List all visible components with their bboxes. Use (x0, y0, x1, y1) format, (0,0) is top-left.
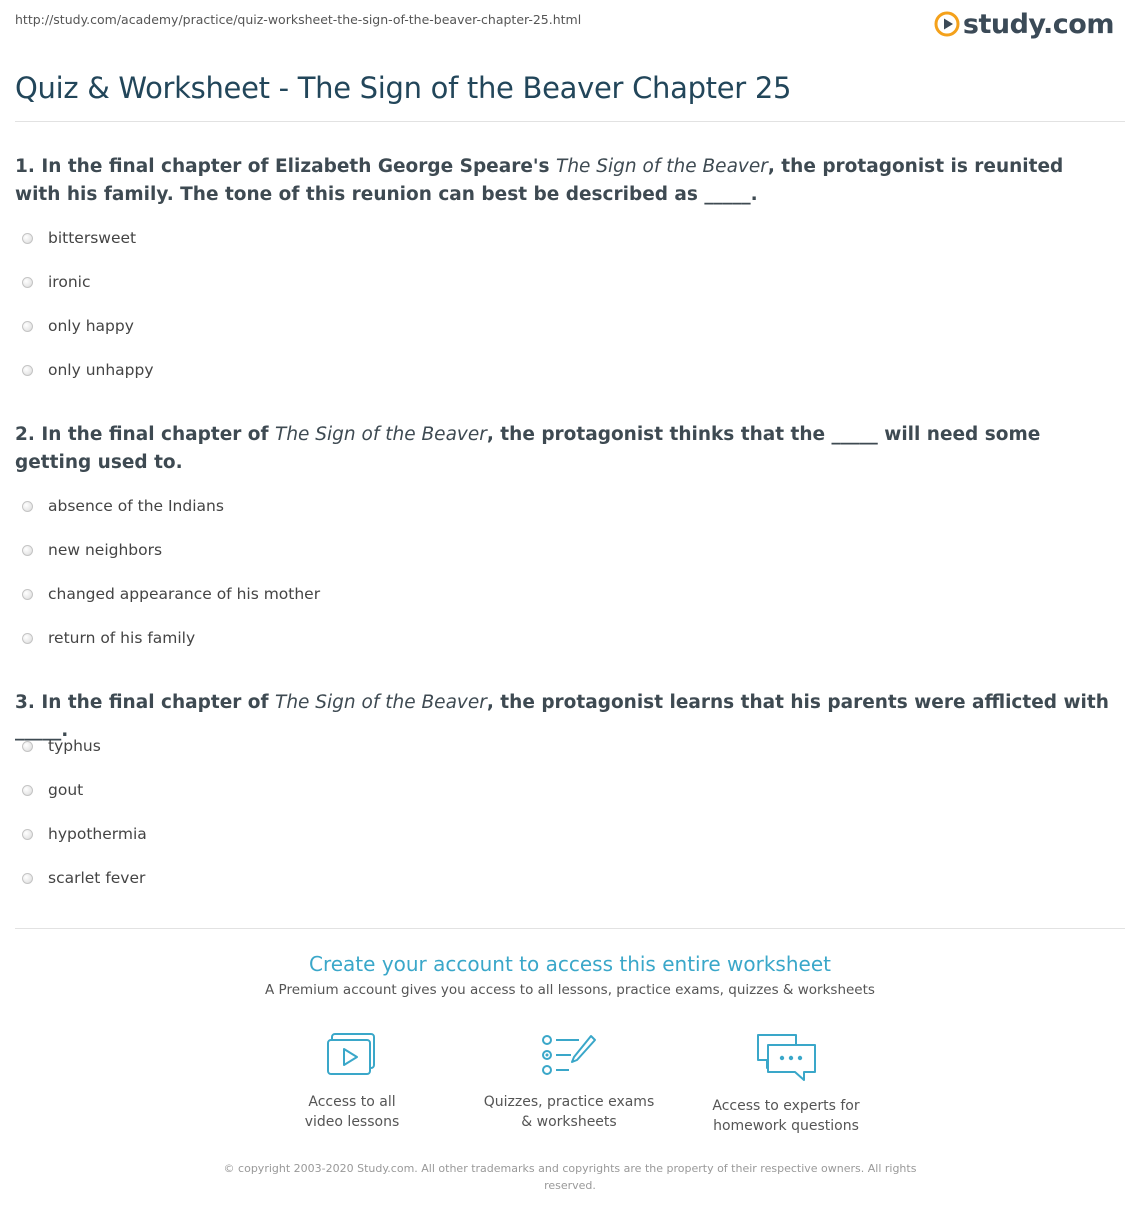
radio-button[interactable] (22, 233, 33, 244)
answer-option[interactable] (22, 304, 622, 348)
option-label: absence of the Indians (48, 497, 224, 515)
question-1-options (22, 216, 622, 392)
answer-option[interactable] (22, 260, 622, 304)
option-label: new neighbors (48, 541, 163, 559)
book-title: The Sign of the Beaver (556, 156, 768, 177)
question-text-after: , the protagonist is reunited with his family. The tone of this reunion can best be described as _____. (15, 156, 1064, 205)
radio-button[interactable] (22, 589, 33, 600)
radio-button[interactable] (22, 277, 33, 288)
cta-subheading: A Premium account gives you access to all lessons, practice exams, quizzes & worksheets (265, 982, 875, 998)
option-label: bittersweet (48, 229, 137, 247)
feature-label-line: video lessons (304, 1114, 400, 1130)
logo-word: study (962, 8, 1044, 40)
study-logo[interactable] (934, 7, 1114, 41)
feature-label-line: Quizzes, practice exams (483, 1094, 655, 1110)
page-title: Quiz & Worksheet - The Sign of the Beaver Chapter 25 (15, 71, 792, 105)
question-number: 3. (15, 692, 35, 713)
answer-option[interactable] (22, 572, 622, 616)
option-label: changed appearance of his mother (48, 585, 321, 603)
option-label: only unhappy (48, 361, 154, 379)
page-url: http://study.com/academy/practice/quiz-worksheet-the-sign-of-the-beaver-chapter-25.html (15, 12, 582, 27)
question-text-after: , the protagonist thinks that the _____ will need some getting used to. (15, 424, 1041, 473)
feature-experts (686, 1032, 886, 1136)
radio-button[interactable] (22, 365, 33, 376)
question-text-before: In the final chapter of (34, 424, 276, 445)
answer-option[interactable] (22, 616, 622, 660)
answer-option[interactable] (22, 484, 622, 528)
option-label: only happy (48, 317, 134, 335)
radio-button[interactable] (22, 741, 33, 752)
play-circle-icon (934, 11, 960, 37)
question-text-before: In the final chapter of Elizabeth George Speare's (34, 156, 557, 177)
question-1 (15, 153, 1115, 209)
question-2-options (22, 484, 622, 660)
radio-button[interactable] (22, 501, 33, 512)
question-text-before: In the final chapter of (34, 692, 276, 713)
answer-option[interactable] (22, 856, 622, 900)
logo-text (963, 9, 1114, 40)
answer-option[interactable] (22, 768, 622, 812)
feature-label (686, 1096, 886, 1136)
option-label: hypothermia (48, 825, 147, 843)
book-title: The Sign of the Beaver (275, 424, 487, 445)
radio-button[interactable] (22, 785, 33, 796)
question-3-options (22, 724, 622, 900)
option-label: ironic (48, 273, 91, 291)
answer-option[interactable] (22, 812, 622, 856)
answer-option[interactable] (22, 216, 622, 260)
radio-button[interactable] (22, 545, 33, 556)
radio-button[interactable] (22, 321, 33, 332)
question-number: 2. (15, 424, 35, 445)
feature-label (252, 1092, 452, 1132)
feature-label-line: Access to all (308, 1094, 396, 1110)
option-label: gout (48, 781, 84, 799)
option-label: scarlet fever (48, 869, 146, 887)
answer-option[interactable] (22, 528, 622, 572)
option-label: typhus (48, 737, 101, 755)
feature-quizzes (469, 1032, 669, 1132)
question-text-after: , the protagonist learns that his parents were afflicted with _____. (15, 692, 1109, 741)
cta-heading[interactable]: Create your account to access this entire worksheet (309, 952, 831, 976)
feature-label-line: homework questions (713, 1118, 859, 1134)
cta-divider (15, 928, 1125, 929)
radio-button[interactable] (22, 873, 33, 884)
question-number: 1. (15, 156, 35, 177)
feature-label-line: & worksheets (521, 1114, 617, 1130)
feature-label (469, 1092, 669, 1132)
feature-video-lessons (252, 1032, 452, 1132)
title-divider (15, 121, 1125, 122)
option-label: return of his family (48, 629, 196, 647)
answer-option[interactable] (22, 348, 622, 392)
feature-label-line: Access to experts for (712, 1098, 860, 1114)
logo-suffix: .com (1043, 8, 1114, 40)
copyright-footer: © copyright 2003-2020 Study.com. All other trademarks and copyrights are the property of their respective owners. All rights reserved. (223, 1162, 917, 1192)
radio-button[interactable] (22, 829, 33, 840)
video-lessons-icon (326, 1032, 378, 1078)
radio-button[interactable] (22, 633, 33, 644)
quiz-checklist-icon (541, 1032, 597, 1078)
chat-bubbles-icon (754, 1032, 818, 1082)
book-title: The Sign of the Beaver (275, 692, 487, 713)
answer-option[interactable] (22, 724, 622, 768)
question-2 (15, 421, 1115, 477)
